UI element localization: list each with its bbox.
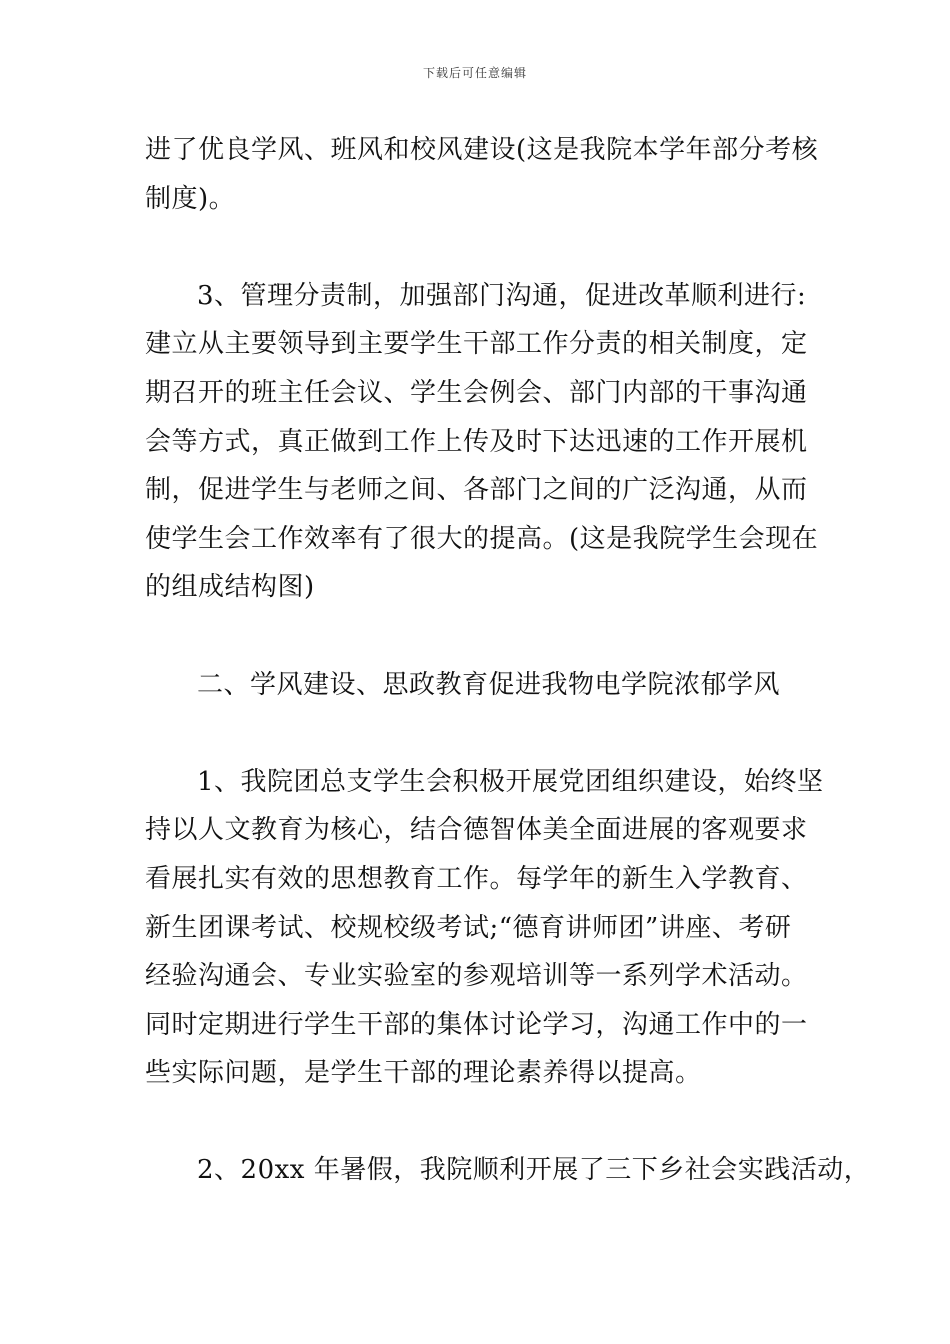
text-line: 经验沟通会、专业实验室的参观培训等一系列学术活动。 <box>145 961 808 992</box>
paragraph-gap <box>145 1098 813 1147</box>
text-line: 使学生会工作效率有了很大的提高。(这是我院学生会现在 <box>145 523 819 554</box>
text-line: 进了优良学风、班风和校风建设(这是我院本学年部分考核 <box>145 135 819 165</box>
section-heading <box>145 661 813 710</box>
paragraph <box>145 758 824 1098</box>
paragraph <box>145 1146 871 1195</box>
text-line: 些实际问题，是学生干部的理论素养得以提高。 <box>145 1058 702 1089</box>
paragraph-gap <box>145 612 813 661</box>
text-line: 建立从主要领导到主要学生干部工作分责的相关制度，定 <box>145 329 808 360</box>
text-line: 3、管理分责制，加强部门沟通，促进改革顺利进行: <box>197 280 807 311</box>
text-line: 看展扎实有效的思想教育工作。每学年的新生入学教育、 <box>145 863 808 894</box>
text-line: 期召开的班主任会议、学生会例会、部门内部的干事沟通 <box>145 377 808 408</box>
text-line: 同时定期进行学生干部的集体讨论学习，沟通工作中的一 <box>145 1009 808 1040</box>
text-line: 制度)。 <box>145 183 236 214</box>
page-header: 下载后可任意编辑 <box>422 66 527 80</box>
paragraph <box>145 272 819 612</box>
text-line: 会等方式，真正做到工作上传及时下达迅速的工作开展机 <box>145 426 808 457</box>
paragraph-gap <box>145 223 813 272</box>
text-line: 二、学风建设、思政教育促进我物电学院浓郁学风 <box>197 669 781 700</box>
document-body <box>145 126 871 1195</box>
text-line: 的组成结构图) <box>145 572 315 603</box>
text-line: 制，促进学生与老师之间、各部门之间的广泛沟通，从而 <box>145 475 808 506</box>
text-line: 2、20xx 年暑假，我院顺利开展了三下乡社会实践活动， <box>197 1155 871 1186</box>
text-line: 新生团课考试、校规校级考试;“德育讲师团”讲座、考研 <box>145 912 792 943</box>
paragraph-gap <box>145 709 813 758</box>
paragraph <box>145 126 819 223</box>
text-line: 1、我院团总支学生会积极开展党团组织建设，始终坚 <box>197 766 824 797</box>
text-line: 持以人文教育为核心，结合德智体美全面进展的客观要求 <box>145 815 808 846</box>
